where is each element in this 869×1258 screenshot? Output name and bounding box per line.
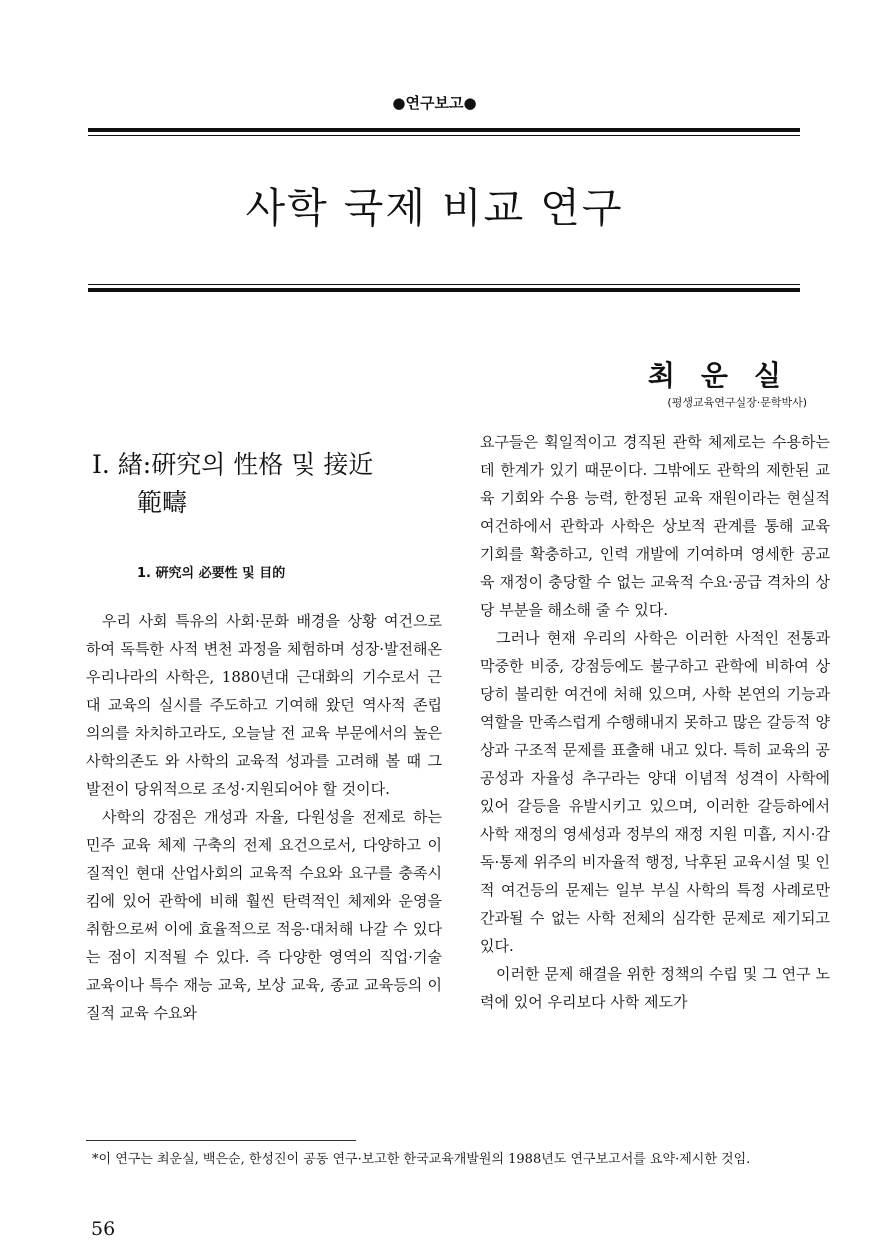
article-title: 사학 국제 비교 연구 xyxy=(245,184,624,232)
title-rule-thick xyxy=(88,288,800,292)
body-paragraph: 그러나 현재 우리의 사학은 이러한 사적인 전통과 막중한 비중, 강점등에도 불구하고 관학에 비하여 상당히 불리한 여건에 처해 있으며, 사학 본연의 기능과 역할을 만족스럽게 수행해내지 못하고 많은 갈등적 양상과 구조적 문제를 표출해 내고 있다. 특히 교육의 공공성과 자율성 추구라는 양대 이념적 성격이 사학에 있어 갈등을 유발시키고 있으며, 이러한 갈등하에서 사학 재정의 영세성과 정부의 재정 지원 미흡, 지시·감독·통제 위주의 비자율적 행정, 낙후된 교육시설 및 인적 여건등의 문제는 일부 부실 사학의 특정 사례로만 간과될 수 없는 사학 전체의 심각한 문제로 제기되고 있다. xyxy=(480,629,830,955)
body-paragraph: 이러한 문제 해결을 위한 정책의 수립 및 그 연구 노력에 있어 우리보다 사학 제도가 xyxy=(480,965,830,1011)
footnote: *이 연구는 최운실, 백은순, 한성진이 공동 연구·보고한 한국교육개발원의 1988년도 연구보고서를 요약·제시한 것임. xyxy=(92,1152,751,1167)
section-heading-line1: Ⅰ. 緖:硏究의 性格 및 接近 xyxy=(92,450,374,479)
author-affiliation: (평생교육연구실장·문학박사) xyxy=(667,396,807,409)
body-paragraph: 사학의 강점은 개성과 자율, 다원성을 전제로 하는 민주 교육 체제 구축의 전제 요건으로서, 다양하고 이질적인 현대 산업사회의 교육적 수요와 요구를 충족시킴에 있어 관학에 비해 훨씬 탄력적인 체제와 운영을 취함으로써 이에 효율적으로 적응·대처해 나갈 수 있다는 점이 지적될 수 있다. 즉 다양한 영역의 직업·기술 교육이나 특수 재능 교육, 보상 교육, 종교 교육등의 이질적 교육 수요와 xyxy=(86,808,442,1022)
section-heading xyxy=(92,446,437,522)
body-column-left xyxy=(86,607,442,1027)
page-number: 56 xyxy=(91,1218,116,1240)
body-paragraph: 요구들은 획일적이고 경직된 관학 체제로는 수용하는 데 한계가 있기 때문이다. 그밖에도 관학의 제한된 교육 기회와 수용 능력, 한정된 교육 재원이라는 현실적 여건하에서 관학과 사학은 상보적 관계를 통해 교육 기회를 확충하고, 인력 개발에 기여하며 영세한 공교육 재정이 충당할 수 없는 교육적 수요·공급 격차의 상당 부분을 해소해 줄 수 있다. xyxy=(480,433,830,619)
author-name: 최운실 xyxy=(647,359,807,392)
header-rule-thin xyxy=(88,135,800,136)
series-label: ●연구보고● xyxy=(392,94,477,112)
title-rule-thin xyxy=(88,284,800,285)
subsection-heading: 1. 硏究의 必要性 및 目的 xyxy=(137,566,286,581)
section-heading-line2: 範疇 xyxy=(137,488,188,517)
body-paragraph: 우리 사회 특유의 사회·문화 배경을 상황 여건으로 하여 독특한 사적 변천 과정을 체험하며 성장·발전해온 우리나라의 사학은, 1880년대 근대화의 기수로서 근대 교육의 실시를 주도하고 기여해 왔던 역사적 존립 의의를 차치하고라도, 오늘날 전 교육 부문에서의 높은 사학의존도 와 사학의 교육적 성과를 고려해 볼 때 그 발전이 당위적으로 조성·지원되어야 할 것이다. xyxy=(86,612,442,798)
body-column-right xyxy=(480,428,830,1016)
header-rule-thick xyxy=(88,128,800,132)
footnote-rule xyxy=(86,1140,356,1141)
